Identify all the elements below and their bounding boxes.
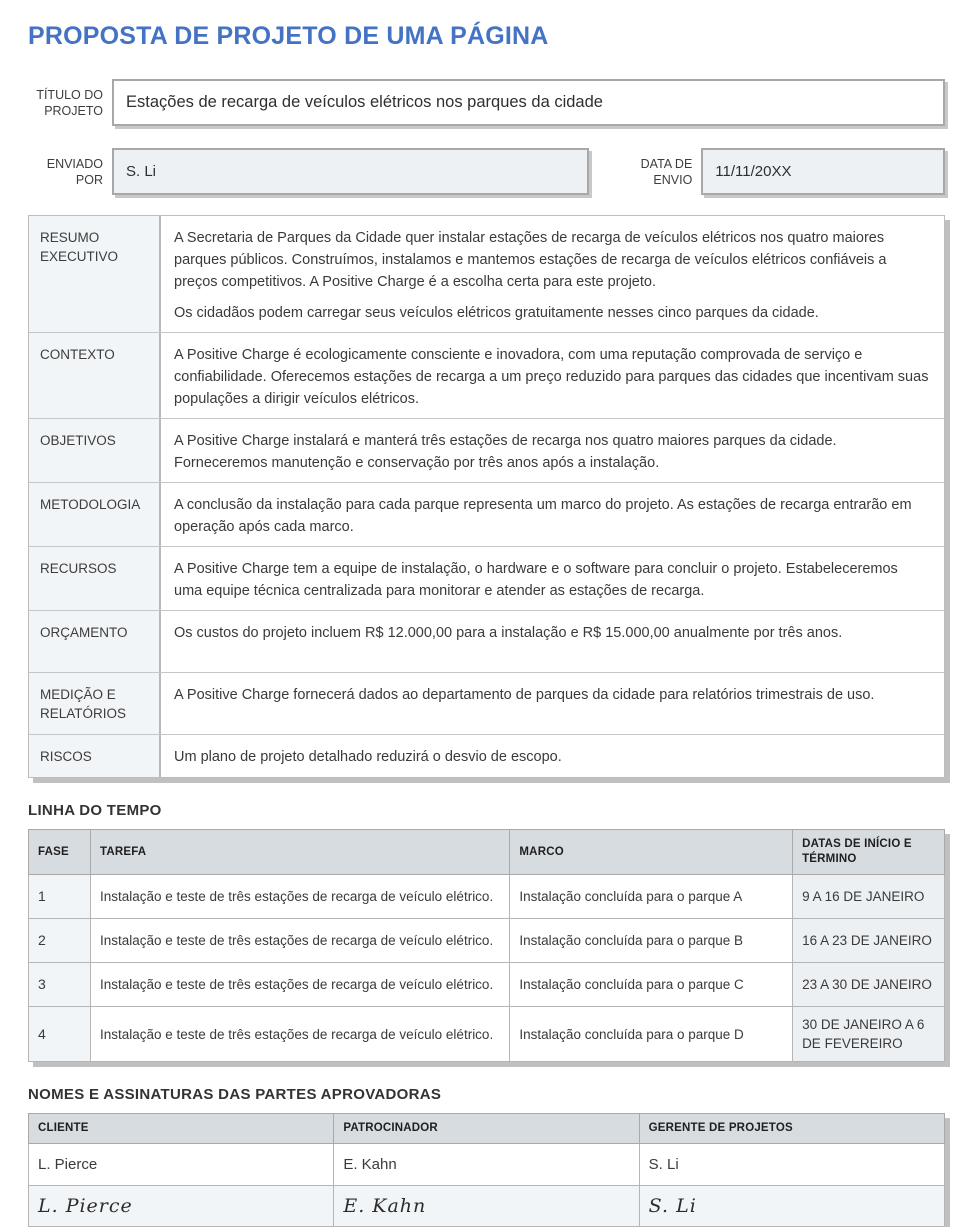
approvals-signature-row [29,1186,945,1227]
approvals-header-sponsor: PATROCINADOR [334,1114,639,1144]
timeline-cell-marco: Instalação concluída para o parque D [510,1007,793,1062]
timeline-table [28,829,945,1062]
timeline-cell-tarefa: Instalação e teste de três estações de recarga de veículo elétrico. [90,919,509,963]
timeline-section-title: LINHA DO TEMPO [28,802,162,819]
timeline-row [29,1007,945,1062]
summary-paragraph: A conclusão da instalação para cada parque representa um marco do projeto. As estações de recarga entrarão em operação após cada marco. [174,497,912,535]
submitted-by-value: S. Li [126,163,157,180]
summary-paragraph: Os cidadãos podem carregar seus veículos elétricos gratuitamente nesses cinco parques da cidade. [174,305,819,321]
summary-row-context [29,332,944,418]
summary-paragraph: A Positive Charge fornecerá dados ao departamento de parques da cidade para relatórios trimestrais de uso. [174,687,875,703]
timeline-cell-datas: 23 A 30 DE JANEIRO [793,963,945,1007]
approvals-section-title: NOMES E ASSINATURAS DAS PARTES APROVADORAS [28,1086,442,1103]
timeline-cell-fase: 4 [29,1007,91,1062]
timeline-cell-fase: 1 [29,875,91,919]
summary-paragraph: Um plano de projeto detalhado reduzirá o desvio de escopo. [174,749,562,765]
submission-row [28,148,945,195]
summary-paragraph: A Positive Charge instalará e manterá três estações de recarga nos quatro maiores parques da cidade. Forneceremos manutenção e conservação por três anos após a instalação. [174,433,837,471]
summary-table [28,215,945,778]
summary-paragraph: A Secretaria de Parques da Cidade quer instalar estações de recarga de veículos elétricos nos quatro maiores parques públicos. Construímos, instalamos e mantemos estações de recarga de veículos elétricos confiáveis a preços competitivos. A Positive Charge é a escolha certa para este projeto. [174,230,887,290]
submission-date-label: DATA DE ENVIO [640,156,693,187]
summary-row-measurement-reports [29,672,944,734]
summary-paragraph: A Positive Charge é ecologicamente consciente e inovadora, com uma reputação comprovada de serviço e confiabilidade. Oferecemos estações de recarga a um preço reduzido para parques das cidades que incentivam suas populações a dirigir veículos elétricos. [174,347,929,407]
summary-row-content [159,735,944,777]
timeline-cell-datas: 16 A 23 DE JANEIRO [793,919,945,963]
project-title-label: TÍTULO DO PROJETO [36,87,103,118]
summary-row-content [159,611,944,672]
approvals-header-pm: GERENTE DE PROJETOS [639,1114,944,1144]
summary-row-objectives [29,418,944,482]
summary-row-label: RESUMO EXECUTIVO [29,216,159,332]
summary-row-label: RISCOS [29,735,159,777]
summary-paragraph: Os custos do projeto incluem R$ 12.000,00 para a instalação e R$ 15.000,00 anualmente por três anos. [174,625,843,641]
approvals-name-sponsor: E. Kahn [334,1144,639,1186]
timeline-cell-datas: 30 DE JANEIRO A 6 DE FEVEREIRO [793,1007,945,1062]
timeline-row [29,963,945,1007]
timeline-cell-tarefa: Instalação e teste de três estações de recarga de veículo elétrico. [90,963,509,1007]
timeline-cell-tarefa: Instalação e teste de três estações de recarga de veículo elétrico. [90,1007,509,1062]
approvals-header-client: CLIENTE [29,1114,334,1144]
approvals-table [28,1113,945,1227]
summary-row-label: MEDIÇÃO E RELATÓRIOS [29,673,159,734]
summary-row-label: OBJETIVOS [29,419,159,482]
summary-row-label: METODOLOGIA [29,483,159,546]
submitted-by-label: ENVIADO POR [46,156,103,187]
timeline-header-marco: MARCO [510,830,793,875]
summary-row-executive-summary [29,216,944,332]
summary-row-risks [29,734,944,777]
timeline-cell-marco: Instalação concluída para o parque C [510,963,793,1007]
summary-row-budget [29,610,944,672]
timeline-cell-fase: 2 [29,919,91,963]
submission-date-field[interactable] [701,148,945,195]
timeline-header-datas: DATAS DE INÍCIO E TÉRMINO [793,830,945,875]
summary-row-content [159,547,944,610]
summary-row-content [159,483,944,546]
approvals-signature-sponsor: E. Kahn [334,1186,639,1227]
summary-row-content [159,419,944,482]
project-title-value: Estações de recarga de veículos elétricos nos parques da cidade [126,93,603,111]
submitted-by-field[interactable] [112,148,589,195]
timeline-cell-datas: 9 A 16 DE JANEIRO [793,875,945,919]
timeline-header-fase: FASE [29,830,91,875]
summary-row-label: CONTEXTO [29,333,159,418]
approvals-name-client: L. Pierce [29,1144,334,1186]
timeline-cell-marco: Instalação concluída para o parque B [510,919,793,963]
summary-row-content [159,673,944,734]
summary-row-label: ORÇAMENTO [29,611,159,672]
submission-date-value: 11/11/20XX [715,163,792,180]
summary-row-resources [29,546,944,610]
timeline-cell-marco: Instalação concluída para o parque A [510,875,793,919]
approvals-signature-pm: S. Li [639,1186,944,1227]
summary-row-content [159,333,944,418]
approvals-header-row [29,1114,945,1144]
page-title: PROPOSTA DE PROJETO DE UMA PÁGINA [28,22,549,50]
approvals-name-row [29,1144,945,1186]
summary-paragraph: A Positive Charge tem a equipe de instalação, o hardware e o software para concluir o projeto. Estabeleceremos uma equipe técnica centralizada para monitorar e atender as estações de recarga. [174,561,898,599]
timeline-row [29,919,945,963]
timeline-cell-fase: 3 [29,963,91,1007]
approvals-signature-client: L. Pierce [29,1186,334,1227]
summary-row-content [159,216,944,332]
approvals-name-pm: S. Li [639,1144,944,1186]
timeline-header-row [29,830,945,875]
project-title-row [28,79,945,126]
summary-row-label: RECURSOS [29,547,159,610]
timeline-row [29,875,945,919]
summary-row-methodology [29,482,944,546]
timeline-cell-tarefa: Instalação e teste de três estações de recarga de veículo elétrico. [90,875,509,919]
project-title-field[interactable] [112,79,945,126]
timeline-header-tarefa: TAREFA [90,830,509,875]
